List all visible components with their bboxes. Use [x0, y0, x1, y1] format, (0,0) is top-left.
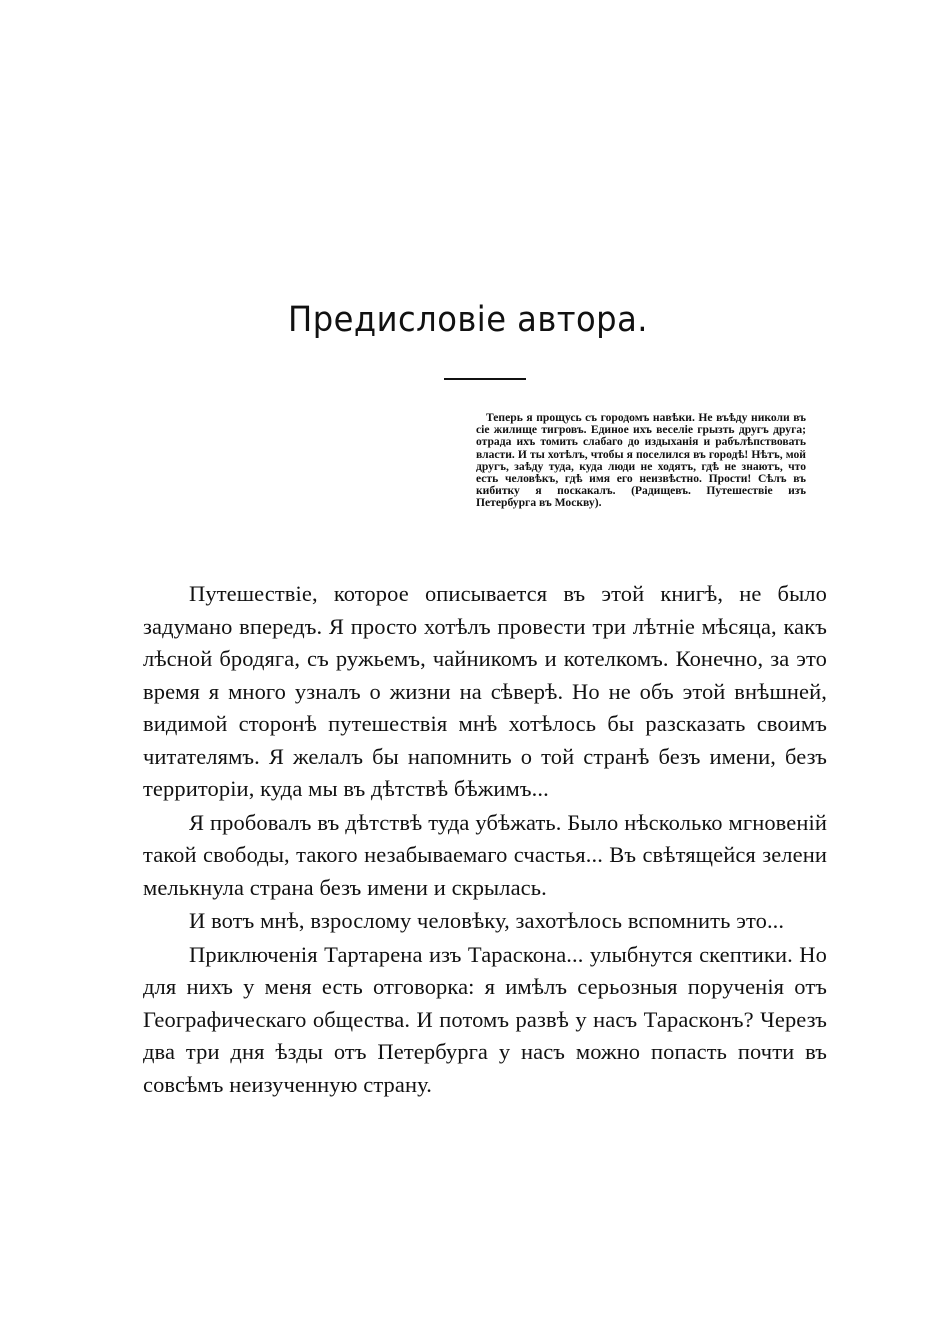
epigraph-text: Теперь я прощусь съ городомъ навѣки. Не въѣду николи въ сіе жилище тигровъ. Единое ихъ веселіе грызть другъ друга; отрада ихъ томить слабаго до издыханія и рабълѣпствовать власти. И ты хотѣлъ, чтобы я поселился въ городѣ! Нѣтъ, мой другъ, заѣду туда, куда люди не ходятъ, гдѣ не знаютъ, что есть человѣкъ, гдѣ имя его неизвѣстно. Прости! Сѣлъ въ кибитку я поскакалъ. (Радищевъ. Путешествіе изъ Петербурга въ Москву). [476, 411, 806, 510]
chapter-title: Предисловіе автора. [288, 300, 648, 340]
paragraph-4: Приключенія Тартарена изъ Тараскона... улыбнутся скептики. Но для нихъ у меня есть отговорка: я имѣлъ серьозныя порученія отъ Географическаго общества. И потомъ развѣ у насъ Тарасконъ? Черезъ два три дня ѣзды отъ Петербурга у насъ можно попасть почти въ совсѣмъ неизученную страну. [143, 941, 827, 1097]
epigraph [476, 412, 806, 510]
paragraph-1: Путешествіе, которое описывается въ этой книгѣ, не было задумано впередъ. Я просто хотѣлъ провести три лѣтніе мѣсяца, какъ лѣсной бродяга, съ ружьемъ, чайникомъ и котелкомъ. Конечно, за это время я много узналъ о жизни на сѣверѣ. Но не объ этой внѣшней, видимой сторонѣ путешествія мнѣ хотѣлось бы разсказать своимъ читателямъ. Я желалъ бы напомнить о той странѣ безъ имени, безъ территоріи, куда мы въ дѣтствѣ бѣжимъ... [143, 581, 827, 801]
paragraph-3: И вотъ мнѣ, взрослому человѣку, захотѣлось вспомнить это... [189, 908, 785, 933]
paragraph-2: Я пробовалъ въ дѣтствѣ туда убѣжать. Было нѣсколько мгновеній такой свободы, такого незабываемаго счастья... Въ свѣтящейся зелени мелькнула страна безъ имени и скрылась. [143, 809, 827, 900]
body-text [143, 578, 827, 1101]
title-divider [444, 378, 526, 380]
